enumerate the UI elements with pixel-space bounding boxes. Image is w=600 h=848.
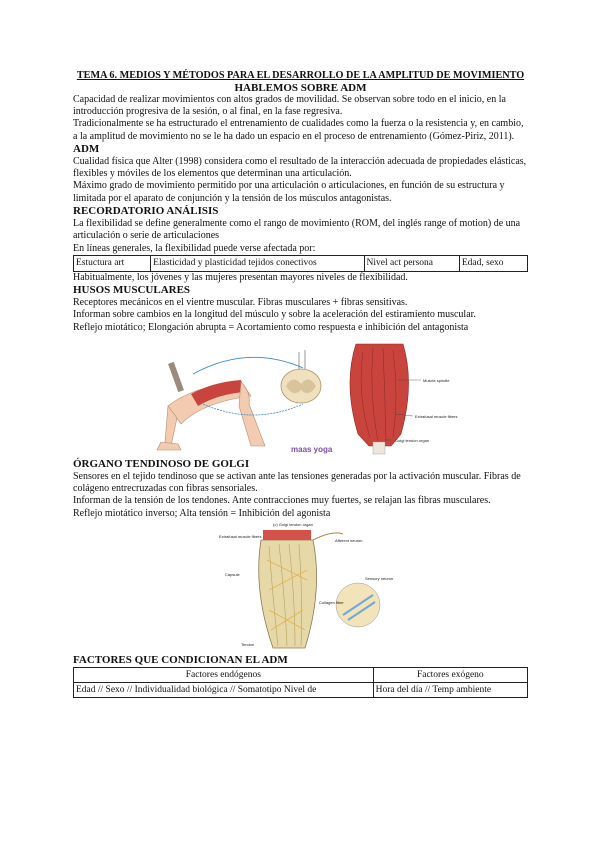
paragraph: Habitualmente, los jóvenes y las mujeres presentan mayores niveles de flexibilidad. — [73, 271, 408, 283]
paragraph: Tradicionalmente se ha estructurado el entrenamiento de cualidades como la fuerza o la resistencia y, en cambio, a la amplitud de movimiento no se le ha dado un espacio en el proceso de entrenamiento (Gómez-Piriz, 2011). — [73, 118, 524, 142]
paragraph: Máximo grado de movimiento permitido por una articulación o articulaciones, en función de su estructura y limitada por el aparato de conjunción y la tensión de los músculos antagonistas. — [73, 180, 505, 204]
reflex-illustration — [73, 334, 528, 458]
section-heading-adm: ADM — [73, 143, 100, 156]
collagen-fiber-label: Collagen fiber — [319, 600, 344, 606]
leg-reflex-drawing — [157, 357, 303, 450]
table-header-cell: Factores exógeno — [373, 667, 527, 682]
paragraph: La flexibilidad se define generalmente como el rango de movimiento (ROM, del inglés range of motion) de una articulación o serie de articulaciones — [73, 217, 521, 242]
muscle-spindle-figure — [73, 334, 528, 458]
capsule-label: Capsule — [225, 572, 240, 578]
section-heading-golgi: ÓRGANO TENDINOSO DE GOLGI — [73, 458, 250, 471]
paragraph: Reflejo miotático inverso; Alta tensión = Inhibición del agonista — [73, 507, 331, 519]
paragraph: Receptores mecánicos en el vientre muscular. Fibras musculares + fibras sensitivas. — [73, 296, 408, 308]
brand-logo-text: maas yoga — [291, 445, 333, 455]
table-row — [74, 682, 528, 697]
afferent-neuron-label: Afferent neuron — [335, 538, 363, 544]
document-page — [73, 70, 528, 698]
table-cell: Elasticidad y plasticidad tejidos conectivos — [151, 255, 364, 271]
section-heading-recordatorio: RECORDATORIO ANÁLISIS — [73, 205, 219, 218]
table-cell: Edad // Sexo // Individualidad biológica // Somatotipo Nivel de — [74, 682, 374, 697]
paragraph: Informan de la tensión de los tendones. Ante contracciones muy fuertes, se relajan las fibras musculares. — [73, 495, 491, 507]
extrafusal-label: Extrafusal muscle fibers — [219, 534, 262, 540]
table-cell: Estuctura art — [74, 255, 151, 271]
document-title: TEMA 6. MEDIOS Y MÉTODOS PARA EL DESARROLLO DE LA AMPLITUD DE MOVIMIENTO — [76, 70, 525, 81]
table-cell: Edad, sexo — [459, 255, 527, 271]
section-heading-factores: FACTORES QUE CONDICIONAN EL ADM — [73, 654, 288, 667]
table-header-row — [74, 667, 528, 682]
paragraph: Reflejo miotático; Elongación abrupta = Acortamiento como respuesta e inhibición del antagonista — [73, 321, 469, 333]
sensory-neuron-label: Sensory neuron — [365, 576, 394, 582]
section-heading-husos: HUSOS MUSCULARES — [73, 284, 191, 297]
factors-table — [73, 667, 528, 698]
flexibility-factors-table — [73, 255, 528, 272]
paragraph: En líneas generales, la flexibilidad puede verse afectada por: — [73, 242, 316, 254]
paragraph: Cualidad física que Alter (1998) considera como el resultado de la interacción adecuada de propiedades elásticas, flexibles y móviles de los elementos que determinan una articulación. — [73, 155, 527, 180]
extrafusal-fibers-label: Extrafusal muscle fibers — [415, 414, 458, 420]
golgi-organ-label: Golgi tendon organ — [395, 438, 430, 444]
golgi-illustration — [73, 520, 528, 654]
golgi-caption-label: (c) Golgi tendon organ — [273, 522, 313, 528]
paragraph: Capacidad de realizar movimientos con altos grados de movilidad. Se observan sobre todo en el inicio, en la introducción progresiva de la sesión, o al final, en la fase regresiva. — [73, 93, 506, 117]
spinal-cord-drawing — [281, 350, 321, 403]
golgi-organ-figure — [73, 520, 528, 654]
tendon-label: Tendon — [241, 642, 255, 648]
table-cell: Nivel act persona — [364, 255, 459, 271]
table-row — [74, 255, 528, 271]
golgi-tendon-drawing — [259, 530, 380, 648]
table-header-cell: Factores endógenos — [74, 667, 374, 682]
section-heading-hablemos: HABLEMOS SOBRE ADM — [234, 81, 367, 94]
table-cell: Hora del día // Temp ambiente — [373, 682, 527, 697]
paragraph: Informan sobre cambios en la longitud del músculo y sobre la aceleración del estiramiento muscular. — [73, 309, 476, 321]
paragraph: Sensores en el tejido tendinoso que se activan ante las tensiones generadas por la activación muscular. Fibras de colágeno entrecruzadas con fibras sensoriales. — [73, 470, 521, 494]
muscle-spindle-label: Muscle spindle — [423, 378, 450, 384]
